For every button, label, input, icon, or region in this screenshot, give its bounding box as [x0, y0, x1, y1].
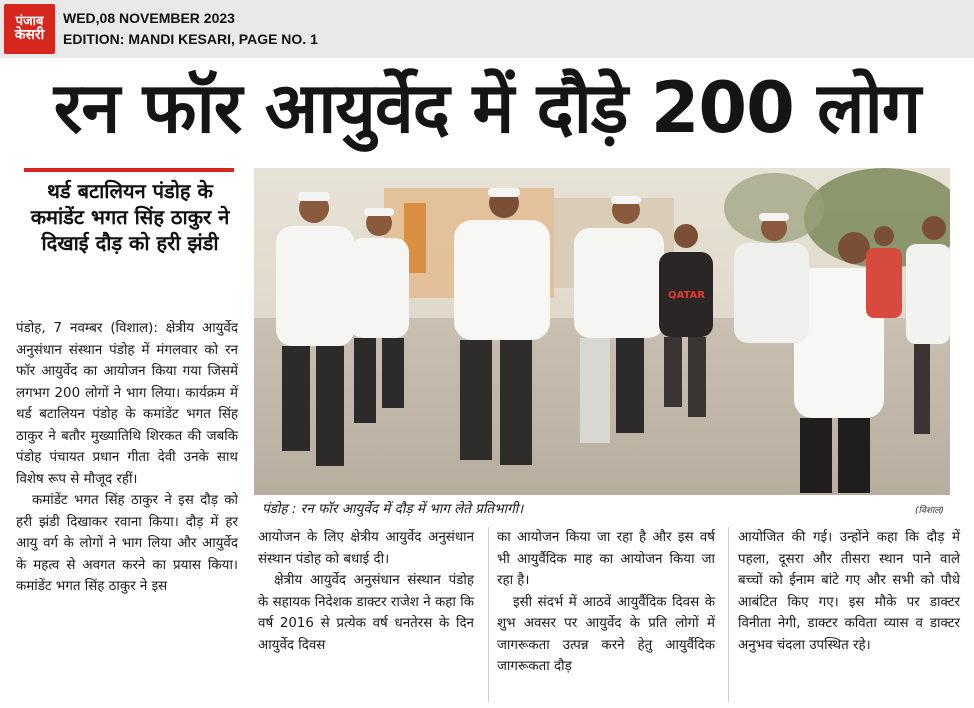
run-photo-illustration: [254, 168, 950, 495]
article-column-4: [738, 527, 960, 656]
column-divider: [728, 527, 729, 702]
article-subheadline: थर्ड बटालियन पंडोह के कमांडेंट भगत सिंह ठाकुर ने दिखाई दौड़ को हरी झंडी: [30, 179, 230, 255]
photo-caption: पंडोह : रन फॉर आयुर्वेद में दौड़ में भाग लेते प्रतिभागी।: [262, 501, 524, 517]
paragraph: का आयोजन किया जा रहा है और इस वर्ष भी आयुर्वैदिक माह का आयोजन किया जा रहा है।: [497, 530, 715, 588]
punjab-kesari-logo: [4, 4, 55, 54]
article-column-2: [258, 527, 474, 656]
shirt-text: QATAR: [668, 290, 705, 301]
paragraph: आयोजन के लिए क्षेत्रीय आयुर्वेद अनुसंधान संस्थान पंडोह को बधाई दी।: [258, 530, 474, 567]
paragraph: आयोजित की गई। उन्होंने कहा कि दौड़ में पहला, दूसरा और तीसरा स्थान पाने वाले बच्चों को ईनाम बांटे गए और सभी को पौधे आबंटित किए गए। इस मौके पर डाक्टर विनीता नेगी, डाक्टर कविता व्यास व डाक्टर अनुभव चंदला उपस्थित रहे।: [738, 530, 960, 653]
article-column-1: [16, 318, 238, 598]
paragraph: इसी संदर्भ में आठवें आयुर्वैदिक दिवस के शुभ अवसर पर आयुर्वेद के प्रति लोगों में जागरूकता उत्पन्न करने हेतु आयुर्वैदिक जागरूकता दौड़: [497, 594, 715, 674]
article-headline: रन फॉर आयुर्वेद में दौड़े 200 लोग: [53, 67, 921, 149]
subhead-red-rule: [24, 168, 234, 172]
column-divider: [488, 527, 489, 702]
news-photo: [254, 168, 950, 495]
paragraph: क्षेत्रीय आयुर्वेद अनुसंधान संस्थान पंडोह के सहायक निदेशक डाक्टर राजेश ने कहा कि वर्ष 2016 से प्रत्येक वर्ष धनतेरस के दिन आयुर्वेद दिवस: [258, 573, 474, 653]
edition-info: EDITION: MANDI KESARI, PAGE NO. 1: [63, 31, 318, 47]
publication-date: WED,08 NOVEMBER 2023: [63, 10, 235, 26]
edition-meta: [63, 8, 318, 50]
article-column-3: [497, 527, 715, 678]
masthead-bar: [0, 0, 974, 58]
photo-credit: (विशाल): [915, 506, 944, 516]
paragraph: पंडोह, 7 नवम्बर (विशाल): क्षेत्रीय आयुर्वेद अनुसंधान संस्थान पंडोह में मंगलवार को रन फॉर आयुर्वेद का आयोजन किया गया जिसमें लगभग 200 लोगों ने भाग लिया। कार्यक्रम में थर्ड बटालियन पंडोह के कमांडेंट भगत सिंह ठाकुर ने बतौर मुख्यातिथि शिरकत की जबकि पंडोह पंचायत प्रधान गीता देवी उनके साथ विशेष रूप से मौजूद रहीं।: [16, 321, 238, 487]
paragraph: कमांडेंट भगत सिंह ठाकुर ने इस दौड़ को हरी झंडी दिखाकर रवाना किया। दौड़ में हर आयु वर्ग के लोगों ने भाग लिया और आयुर्वेद के महत्व से अवगत करने का प्रयास किया। कमांडेंट भगत सिंह ठाकुर ने इस: [16, 493, 238, 594]
logo-line-1: पंजाब: [15, 13, 44, 29]
logo-line-2: केसरी: [14, 27, 45, 44]
